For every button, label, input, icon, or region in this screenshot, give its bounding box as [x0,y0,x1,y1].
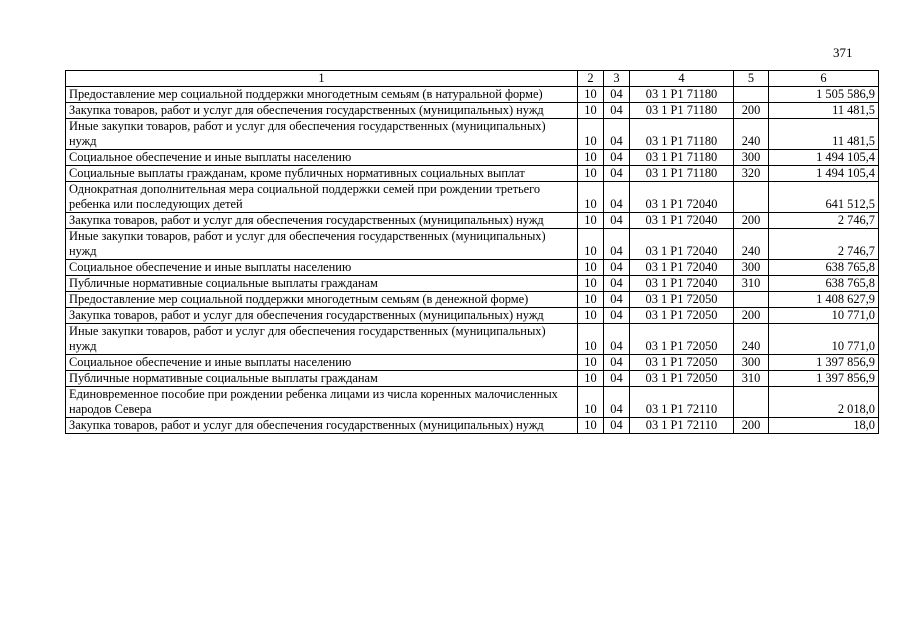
row-amount-cell: 1 397 856,9 [769,371,879,387]
table-row [66,355,879,371]
row-expense-type-cell: 310 [734,276,769,292]
row-target-article-cell: 03 1 Р1 71180 [630,166,734,182]
row-amount-cell: 18,0 [769,418,879,434]
row-razdel-cell: 10 [578,87,604,103]
row-target-article-cell: 03 1 Р1 72110 [630,418,734,434]
row-podrazdel-cell: 04 [604,355,630,371]
table-row [66,150,879,166]
row-target-article-cell: 03 1 Р1 71180 [630,150,734,166]
table-row [66,87,879,103]
row-razdel-cell: 10 [578,229,604,260]
row-amount-cell: 10 771,0 [769,308,879,324]
column-header-1: 1 [66,71,578,87]
row-razdel-cell: 10 [578,355,604,371]
row-name-cell: Социальные выплаты гражданам, кроме публичных нормативных социальных выплат [66,166,578,182]
row-expense-type-cell: 320 [734,166,769,182]
row-podrazdel-cell: 04 [604,103,630,119]
row-expense-type-cell: 240 [734,119,769,150]
row-target-article-cell: 03 1 Р1 72050 [630,308,734,324]
row-razdel-cell: 10 [578,276,604,292]
row-expense-type-cell [734,182,769,213]
row-target-article-cell: 03 1 Р1 71180 [630,87,734,103]
header-row [66,71,879,87]
row-razdel-cell: 10 [578,119,604,150]
row-name-cell: Публичные нормативные социальные выплаты гражданам [66,371,578,387]
row-amount-cell: 1 408 627,9 [769,292,879,308]
table-row [66,308,879,324]
row-razdel-cell: 10 [578,150,604,166]
row-podrazdel-cell: 04 [604,166,630,182]
column-header-6: 6 [769,71,879,87]
row-name-cell: Социальное обеспечение и иные выплаты населению [66,260,578,276]
page-number: 371 [833,45,853,60]
row-razdel-cell: 10 [578,292,604,308]
row-expense-type-cell: 200 [734,213,769,229]
table-row [66,229,879,260]
row-podrazdel-cell: 04 [604,182,630,213]
table-row [66,260,879,276]
table-row [66,182,879,213]
row-name-cell: Социальное обеспечение и иные выплаты населению [66,355,578,371]
table-row [66,213,879,229]
row-amount-cell: 2 018,0 [769,387,879,418]
row-amount-cell: 2 746,7 [769,229,879,260]
row-razdel-cell: 10 [578,418,604,434]
row-podrazdel-cell: 04 [604,119,630,150]
row-razdel-cell: 10 [578,387,604,418]
row-razdel-cell: 10 [578,103,604,119]
row-podrazdel-cell: 04 [604,276,630,292]
row-razdel-cell: 10 [578,371,604,387]
row-amount-cell: 1 494 105,4 [769,150,879,166]
row-name-cell: Предоставление мер социальной поддержки многодетным семьям (в натуральной форме) [66,87,578,103]
row-amount-cell: 11 481,5 [769,119,879,150]
row-expense-type-cell: 300 [734,355,769,371]
row-expense-type-cell: 310 [734,371,769,387]
row-podrazdel-cell: 04 [604,371,630,387]
row-razdel-cell: 10 [578,324,604,355]
row-target-article-cell: 03 1 Р1 72040 [630,276,734,292]
row-amount-cell: 2 746,7 [769,213,879,229]
table-row [66,276,879,292]
row-expense-type-cell: 300 [734,260,769,276]
row-name-cell: Иные закупки товаров, работ и услуг для обеспечения государственных (муниципальных) нужд [66,119,578,150]
table-row [66,292,879,308]
row-target-article-cell: 03 1 Р1 72040 [630,260,734,276]
row-amount-cell: 10 771,0 [769,324,879,355]
table-row [66,371,879,387]
column-header-3: 3 [604,71,630,87]
table-row [66,119,879,150]
row-target-article-cell: 03 1 Р1 72050 [630,355,734,371]
table-row [66,418,879,434]
row-podrazdel-cell: 04 [604,260,630,276]
row-amount-cell: 638 765,8 [769,260,879,276]
row-podrazdel-cell: 04 [604,87,630,103]
row-name-cell: Социальное обеспечение и иные выплаты населению [66,150,578,166]
row-amount-cell: 638 765,8 [769,276,879,292]
column-header-4: 4 [630,71,734,87]
table-row [66,166,879,182]
row-name-cell: Однократная дополнительная мера социальной поддержки семей при рождении третьего ребенка или последующих детей [66,182,578,213]
row-name-cell: Закупка товаров, работ и услуг для обеспечения государственных (муниципальных) нужд [66,418,578,434]
row-podrazdel-cell: 04 [604,150,630,166]
budget-table [65,70,879,434]
row-expense-type-cell: 200 [734,103,769,119]
row-podrazdel-cell: 04 [604,292,630,308]
row-podrazdel-cell: 04 [604,213,630,229]
row-expense-type-cell: 200 [734,418,769,434]
row-amount-cell: 1 505 586,9 [769,87,879,103]
row-target-article-cell: 03 1 Р1 71180 [630,119,734,150]
row-expense-type-cell [734,87,769,103]
row-podrazdel-cell: 04 [604,324,630,355]
table-body [66,87,879,434]
row-expense-type-cell [734,292,769,308]
table-row [66,103,879,119]
row-name-cell: Единовременное пособие при рождении ребенка лицами из числа коренных малочисленных народов Севера [66,387,578,418]
row-target-article-cell: 03 1 Р1 72040 [630,229,734,260]
row-target-article-cell: 03 1 Р1 72050 [630,371,734,387]
row-target-article-cell: 03 1 Р1 72040 [630,213,734,229]
row-razdel-cell: 10 [578,182,604,213]
row-target-article-cell: 03 1 Р1 72040 [630,182,734,213]
row-podrazdel-cell: 04 [604,308,630,324]
row-amount-cell: 1 397 856,9 [769,355,879,371]
table-header [66,71,879,87]
row-name-cell: Закупка товаров, работ и услуг для обеспечения государственных (муниципальных) нужд [66,308,578,324]
row-expense-type-cell: 240 [734,229,769,260]
table-row [66,387,879,418]
row-podrazdel-cell: 04 [604,418,630,434]
row-expense-type-cell: 200 [734,308,769,324]
row-name-cell: Предоставление мер социальной поддержки многодетным семьям (в денежной форме) [66,292,578,308]
row-amount-cell: 11 481,5 [769,103,879,119]
column-header-5: 5 [734,71,769,87]
row-target-article-cell: 03 1 Р1 72050 [630,292,734,308]
row-name-cell: Публичные нормативные социальные выплаты гражданам [66,276,578,292]
row-expense-type-cell: 300 [734,150,769,166]
row-name-cell: Иные закупки товаров, работ и услуг для обеспечения государственных (муниципальных) нужд [66,324,578,355]
row-podrazdel-cell: 04 [604,229,630,260]
row-amount-cell: 641 512,5 [769,182,879,213]
row-razdel-cell: 10 [578,213,604,229]
row-target-article-cell: 03 1 Р1 72110 [630,387,734,418]
row-expense-type-cell [734,387,769,418]
row-target-article-cell: 03 1 Р1 72050 [630,324,734,355]
table-row [66,324,879,355]
row-razdel-cell: 10 [578,166,604,182]
row-name-cell: Закупка товаров, работ и услуг для обеспечения государственных (муниципальных) нужд [66,103,578,119]
row-name-cell: Закупка товаров, работ и услуг для обеспечения государственных (муниципальных) нужд [66,213,578,229]
row-expense-type-cell: 240 [734,324,769,355]
row-target-article-cell: 03 1 Р1 71180 [630,103,734,119]
row-podrazdel-cell: 04 [604,387,630,418]
row-name-cell: Иные закупки товаров, работ и услуг для обеспечения государственных (муниципальных) нужд [66,229,578,260]
column-header-2: 2 [578,71,604,87]
row-razdel-cell: 10 [578,260,604,276]
row-amount-cell: 1 494 105,4 [769,166,879,182]
row-razdel-cell: 10 [578,308,604,324]
